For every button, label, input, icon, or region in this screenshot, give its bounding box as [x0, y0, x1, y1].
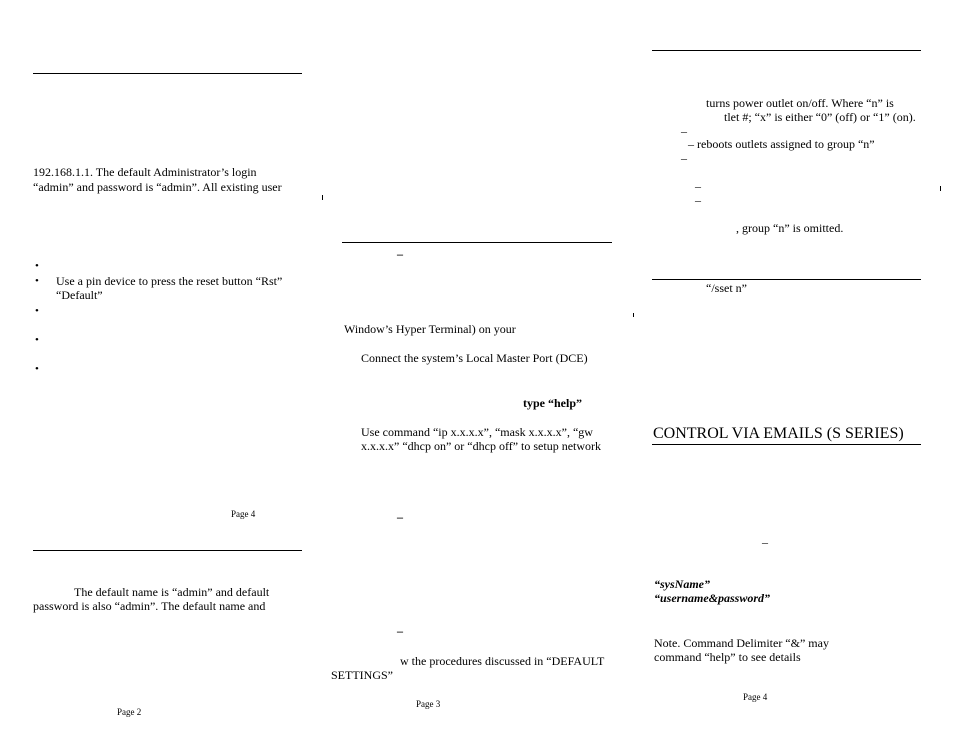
procedures-line2: SETTINGS” — [331, 668, 393, 682]
dash: – — [681, 151, 687, 165]
dash: – — [681, 124, 687, 138]
heading-underline — [652, 444, 921, 445]
column1-top-rule — [33, 73, 302, 74]
page-number: Page 4 — [743, 692, 768, 702]
dash: – — [397, 510, 403, 524]
default-line2: password is also “admin”. The default name and — [33, 599, 266, 613]
dash: – — [397, 624, 403, 638]
procedures-line1: w the procedures discussed in “DEFAULT — [400, 654, 605, 668]
type-help: type “help” — [523, 396, 583, 410]
column3-top-rule — [652, 50, 921, 51]
command-line1: Use command “ip x.x.x.x”, “mask x.x.x.x”, “gw — [361, 425, 593, 439]
dash: – — [695, 193, 701, 207]
turns-line: turns power outlet on/off. Where “n” is — [706, 96, 894, 110]
ip-line: 192.168.1.1. The default Administrator’s login — [33, 165, 257, 179]
bullet-icon: • — [35, 363, 39, 375]
bullet-icon: • — [35, 260, 39, 272]
column3-mid-rule — [652, 279, 921, 280]
dash: – — [397, 247, 403, 261]
page-number: Page 3 — [416, 699, 441, 709]
section-heading: CONTROL VIA EMAILS (S SERIES) — [653, 425, 904, 442]
sysname-label: “sysName” — [654, 577, 710, 591]
note-line2: command “help” to see details — [654, 650, 801, 664]
margin-mark — [633, 313, 634, 317]
column2-rule — [342, 242, 612, 243]
default-line1: The default name is “admin” and default — [74, 585, 270, 599]
sset-command: “/sset n” — [706, 281, 747, 295]
dash: – — [695, 179, 701, 193]
admin-line: “admin” and password is “admin”. All existing user — [33, 180, 282, 194]
margin-mark — [322, 195, 323, 200]
reset-instruction-cont: “Default” — [56, 288, 103, 302]
tlet-line: tlet #; “x” is either “0” (off) or “1” (on). — [724, 110, 916, 124]
page-number: Page 2 — [117, 707, 142, 717]
column1-mid-rule — [33, 550, 302, 551]
connect-line: Connect the system’s Local Master Port (DCE) — [361, 351, 588, 365]
hyper-terminal-line: Window’s Hyper Terminal) on your — [344, 322, 516, 336]
page-number: Page 4 — [231, 509, 256, 519]
reboots-line: – reboots outlets assigned to group “n” — [688, 137, 875, 151]
command-line2: x.x.x.x” “dhcp on” or “dhcp off” to setup network — [361, 439, 602, 453]
username-password-label: “username&password” — [654, 591, 771, 605]
reset-instruction: Use a pin device to press the reset button “Rst” — [56, 274, 283, 288]
bullet-icon: • — [35, 275, 39, 287]
dash: – — [762, 535, 768, 549]
group-omitted: , group “n” is omitted. — [736, 221, 844, 235]
bullet-icon: • — [35, 334, 39, 346]
bullet-icon: • — [35, 305, 39, 317]
note-line1: Note. Command Delimiter “&” may — [654, 636, 829, 650]
margin-mark — [940, 186, 941, 191]
